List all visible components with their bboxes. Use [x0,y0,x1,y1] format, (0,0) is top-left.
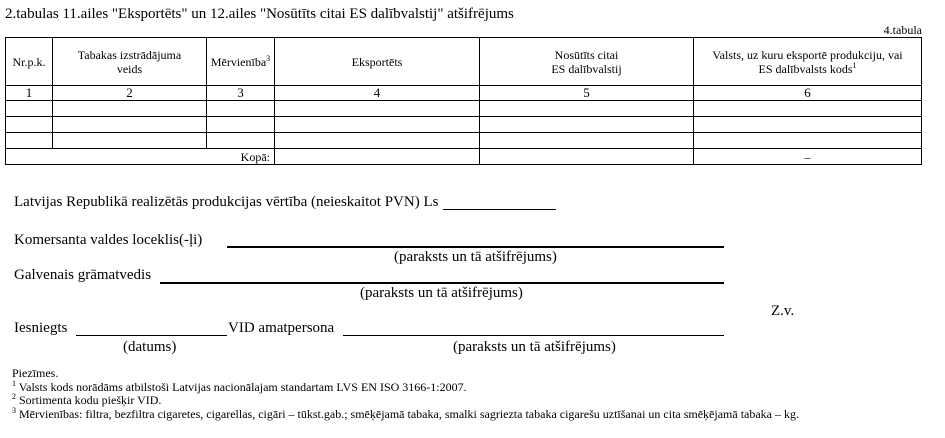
total-label: Kopā: [6,149,275,165]
column-number: 3 [207,86,275,101]
table-cell[interactable] [480,133,694,149]
table-cell[interactable] [6,133,53,149]
table-cell[interactable] [694,101,922,117]
table-cell[interactable] [53,133,207,149]
footnote: $^2$ Sortimenta kodu piešķir VID. [12,392,162,407]
header-sent-eu: Nosūtīts citai ES dalībvalstij [480,38,694,86]
table-cell[interactable] [207,117,275,133]
table-cell[interactable] [275,101,480,117]
column-number: 4 [275,86,480,101]
export-breakdown-table [5,37,922,165]
header-unit: Mērvienība$^3$ [207,38,275,86]
board-member-label: Komersanta valdes loceklis(-ļi) [14,232,203,248]
accountant-signature-line[interactable] [160,282,724,284]
footnotes [12,367,799,421]
table-cell[interactable] [694,133,922,149]
submitted-label: Iesniegts [14,320,68,336]
vid-officer-label: VID amatpersona [228,320,335,336]
table-header-row [6,38,922,86]
table-cell[interactable] [6,117,53,133]
table-cell[interactable] [480,101,694,117]
total-sent-cell[interactable] [480,149,694,165]
total-exported-cell[interactable] [275,149,480,165]
header-product-type: Tabakas izstrādājuma veids [53,38,207,86]
date-caption: (datums) [123,339,177,355]
board-member-signature-line[interactable] [227,246,724,248]
submitted-date-line[interactable] [76,335,227,336]
footnotes-title: Piezīmes. [12,366,59,380]
header-nr: Nr.p.k. [6,38,53,86]
table-number: 4.tabula [883,23,922,37]
column-number: 2 [53,86,207,101]
footnote: $^1$ Valsts kods norādāms atbilstoši Latvijas nacionālajam standartam LVS EN ISO 3166-1:2007. [12,378,467,394]
total-country-cell: – [694,149,922,165]
table-cell[interactable] [275,117,480,133]
table-cell[interactable] [480,117,694,133]
table-row [6,117,922,133]
table-row [6,101,922,117]
accountant-label: Galvenais grāmatvedis [14,267,152,283]
column-number-row [6,86,922,101]
table-cell[interactable] [207,101,275,117]
footnote: $^3$ Mērvienības: filtra, bezfiltra cigaretes, cigarellas, cigāri – tūkst.gab.; smēķējamā tabaka, smalki sagriezta tabaka cigarešu uztīšanai un cita smēķējamā tabaka – kg. [12,405,800,421]
table-cell[interactable] [207,133,275,149]
table-cell[interactable] [694,117,922,133]
table-cell[interactable] [275,133,480,149]
vid-signature-caption: (paraksts un tā atšifrējums) [453,339,616,355]
board-signature-caption: (paraksts un tā atšifrējums) [394,249,557,265]
column-number: 6 [694,86,922,101]
column-number: 5 [480,86,694,101]
sales-value-field[interactable] [443,209,556,210]
table-row [6,133,922,149]
table-cell[interactable] [53,101,207,117]
table-cell[interactable] [53,117,207,133]
vid-signature-line[interactable] [343,335,724,336]
seal-placeholder: Z.v. [771,303,795,319]
table-cell[interactable] [6,101,53,117]
page-heading: 2.tabulas 11.ailes "Eksportēts" un 12.ailes "Nosūtīts citai ES dalībvalstij" atšifrējums [5,6,514,22]
sales-value-label: Latvijas Republikā realizētās produkcijas vērtība (neieskaitot PVN) Ls [14,194,439,210]
total-row [6,149,922,165]
column-number: 1 [6,86,53,101]
accountant-signature-caption: (paraksts un tā atšifrējums) [360,285,523,301]
header-country: Valsts, uz kuru eksportē produkciju, vai ES dalībvalsts kods$^1$ [694,38,922,86]
header-exported: Eksportēts [275,38,480,86]
